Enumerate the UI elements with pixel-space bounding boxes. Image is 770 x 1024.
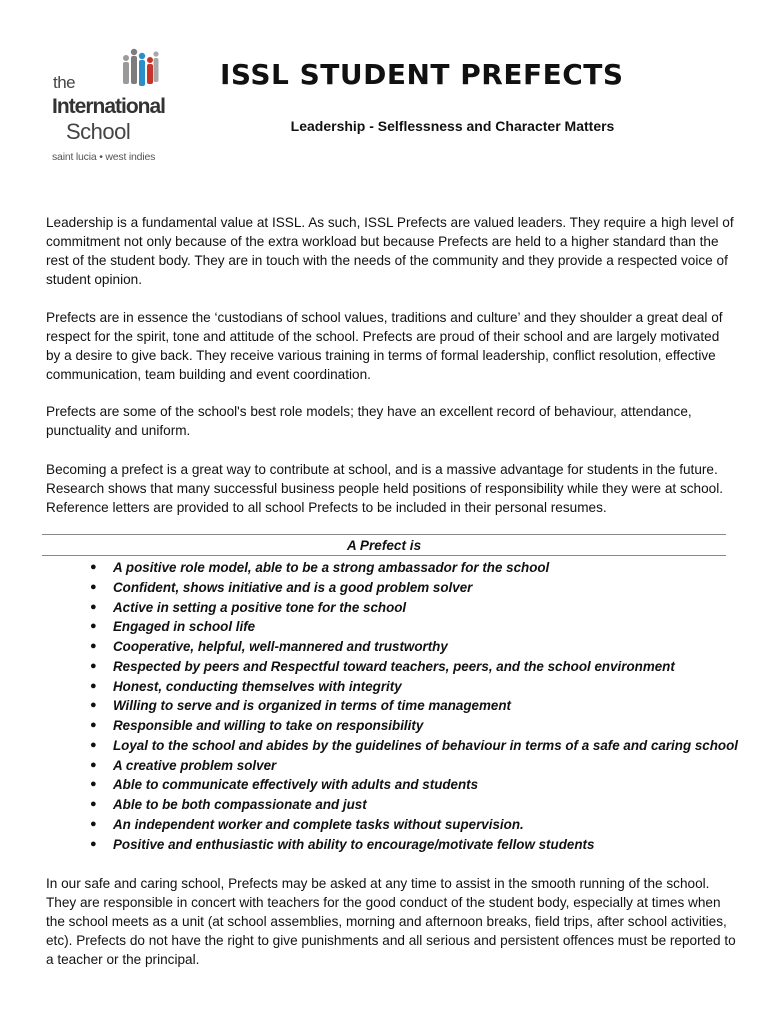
bullet-icon: ● xyxy=(90,798,97,810)
list-item: ● Loyal to the school and abides by the guidelines of behaviour in terms of a safe and caring school xyxy=(88,736,738,756)
list-item: ● Confident, shows initiative and is a good problem solver xyxy=(88,578,738,598)
logo-school: School xyxy=(66,119,131,144)
bullet-icon: ● xyxy=(90,580,97,593)
school-logo xyxy=(52,44,172,169)
list-item: ● Active in setting a positive tone for the school xyxy=(88,598,738,618)
logo-international: International xyxy=(52,95,166,118)
bullet-icon: ● xyxy=(90,778,97,791)
closing-paragraph: In our safe and caring school, Prefects may be asked at any time to assist in the smooth running of the school. They are responsible in concert with teachers for the good conduct of the student body, especially at times when the school meets as a unit (at school assemblies, morning and afternoon breaks, field trips, after school activities, etc). Prefects do not have the right to give punishments and all serious and persistent offences must be reported to a teacher or the principal. xyxy=(46,876,736,967)
list-item: ● Positive and enthusiastic with ability to encourage/motivate fellow students xyxy=(88,835,738,855)
list-item: ● Able to communicate effectively with adults and students xyxy=(88,775,738,795)
intro-paragraph: Leadership is a fundamental value at ISSL. As such, ISSL Prefects are valued leaders. They require a high level of commitment not only because of the extra workload but because Prefects are held to a higher standard than the rest of the student body. They are in touch with the needs of the community and they provide a respected voice of student opinion. xyxy=(46,215,734,287)
list-item: ● A creative problem solver xyxy=(88,756,738,776)
list-item: ● Responsible and willing to take on responsibility xyxy=(88,716,738,736)
list-item: ● Able to be both compassionate and just xyxy=(88,795,738,815)
page-title: ISSL STUDENT PREFECTS xyxy=(220,58,624,91)
bullet-icon: ● xyxy=(90,620,97,633)
list-item: ● Cooperative, helpful, well-mannered and trustworthy xyxy=(88,637,738,657)
bullet-icon: ● xyxy=(90,600,97,613)
logo-location: saint lucia • west indies xyxy=(52,151,156,163)
logo-figure-gray-3 xyxy=(153,51,158,82)
list-item: ● Willing to serve and is organized in terms of time management xyxy=(88,696,738,716)
bullet-icon: ● xyxy=(90,699,97,712)
page-subtitle: Leadership - Selflessness and Character Matters xyxy=(290,118,615,134)
qualities-heading: A Prefect is xyxy=(346,538,422,553)
advantage-paragraph: Becoming a prefect is a great way to contribute at school, and is a massive advantage for students in the future. Research shows that many successful business people held positions of responsibility while they were at school. Reference letters are provided to all school Prefects to be included in their personal resumes. xyxy=(46,462,724,515)
divider-top xyxy=(42,534,726,535)
logo-figure-blue xyxy=(139,53,145,86)
bullet-icon: ● xyxy=(90,837,97,850)
bullet-icon: ● xyxy=(90,817,97,830)
list-item: ● Respected by peers and Respectful toward teachers, peers, and the school environment xyxy=(88,657,738,677)
logo-the: the xyxy=(53,73,76,92)
bullet-icon: ● xyxy=(90,758,97,771)
custodians-paragraph: Prefects are in essence the ‘custodians of school values, traditions and culture’ and they shoulder a great deal of respect for the spirit, tone and attitude of the school. Prefects are proud of their school and are largely motivated by a desire to give back. They receive various training in terms of formal leadership, conflict resolution, effective communication, team building and event coordination. xyxy=(46,310,723,382)
logo-figure-gray-1 xyxy=(123,55,129,84)
people-icon xyxy=(120,46,160,96)
divider-bottom xyxy=(42,555,726,556)
logo-figure-gray-2 xyxy=(131,49,137,84)
bullet-icon: ● xyxy=(90,679,97,692)
bullet-icon: ● xyxy=(90,561,97,573)
qualities-list xyxy=(88,558,738,854)
list-item: ● A positive role model, able to be a strong ambassador for the school xyxy=(88,558,738,578)
role-models-paragraph: Prefects are some of the school's best role models; they have an excellent record of behaviour, attendance, punctuality and uniform. xyxy=(46,404,692,438)
list-item: ● Engaged in school life xyxy=(88,617,738,637)
list-item: ● Honest, conducting themselves with integrity xyxy=(88,677,738,697)
bullet-icon: ● xyxy=(90,738,97,751)
logo-figure-red xyxy=(147,57,153,84)
list-item: ● An independent worker and complete tasks without supervision. xyxy=(88,815,738,835)
bullet-icon: ● xyxy=(90,719,97,731)
bullet-icon: ● xyxy=(90,659,97,672)
bullet-icon: ● xyxy=(90,640,97,652)
